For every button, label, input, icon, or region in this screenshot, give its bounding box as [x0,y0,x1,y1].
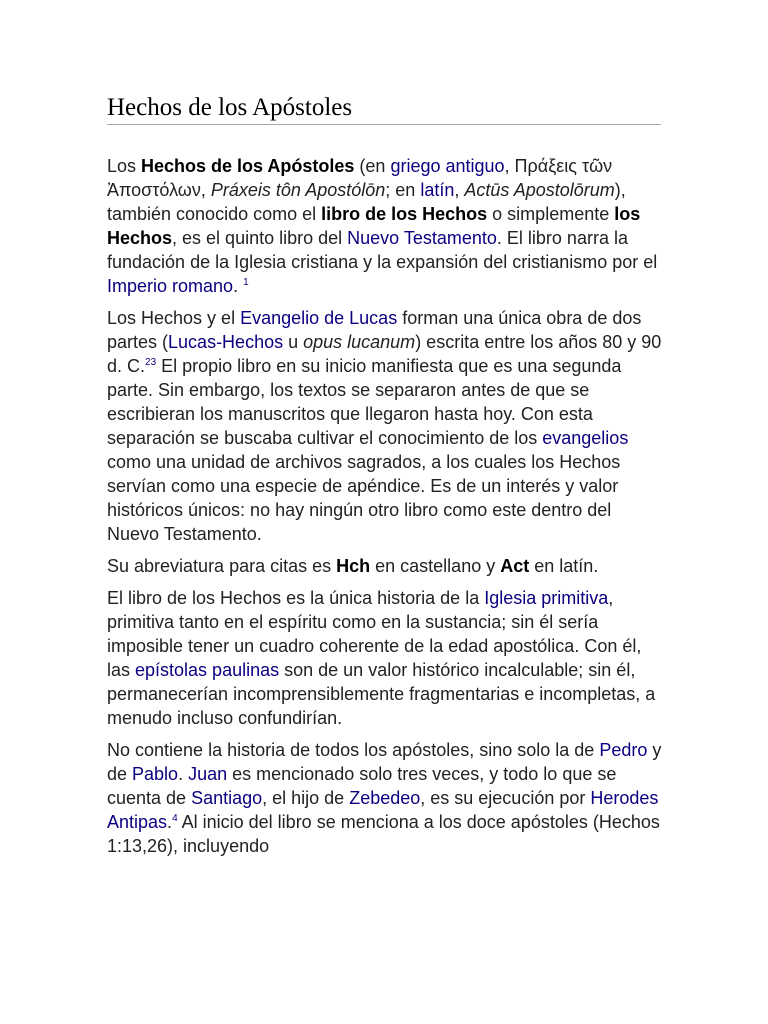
text: o simplemente [487,204,615,224]
text: como una unidad de archivos sagrados, a los cuales los Hechos servían como una especie de apéndice. Es de un interés y valor históricos únicos: no hay ningún otro libro como este dentro del Nuevo Testamento. [107,452,621,544]
italic-term: opus lucanum [303,332,416,352]
text: Al inicio del libro se menciona a los doce apóstoles (Hechos 1:13,26), incluyendo [107,812,660,856]
link-herodes-antipas[interactable]: Herodes Antipas [107,788,659,832]
text: , primitiva tanto en el espíritu como en la sustancia; sin él sería imposible tener un cuadro coherente de la edad apostólica. Con él, las [107,588,642,680]
text: , [454,180,465,200]
bold-term: libro de los Hechos [321,204,488,224]
bold-term: Hch [336,556,371,576]
bold-term: los Hechos [107,204,641,248]
link-evangelio-de-lucas[interactable]: Evangelio de Lucas [240,308,398,328]
text: Los [107,156,142,176]
text: . [233,276,244,296]
paragraph-iglesia [107,586,663,730]
link-griego-antiguo[interactable]: griego antiguo [390,156,505,176]
link-zebedeo[interactable]: Zebedeo [349,788,421,808]
text: , el hijo de [262,788,350,808]
footnote-ref[interactable]: 4 [172,813,178,824]
paragraph-lucas [107,306,663,546]
text: , es el quinto libro del [172,228,348,248]
text: y de [107,740,662,784]
paragraph-abreviatura [107,554,663,578]
text: (en [354,156,391,176]
link-pedro[interactable]: Pedro [599,740,648,760]
text: Su abreviatura para citas es [107,556,337,576]
text: ; en [385,180,421,200]
paragraph-apostoles [107,738,663,858]
footnote-ref[interactable]: 1 [243,277,249,288]
link-evangelios[interactable]: evangelios [542,428,629,448]
text: en castellano y [370,556,501,576]
text: No contiene la historia de todos los apóstoles, sino solo la de [107,740,600,760]
text: en latín. [529,556,599,576]
text: forman una única obra de dos partes ( [107,308,642,352]
link-lucas-hechos[interactable]: Lucas-Hechos [168,332,284,352]
link-nuevo-testamento[interactable]: Nuevo Testamento [347,228,497,248]
text: . [167,812,173,832]
link-juan[interactable]: Juan [188,764,228,784]
text: , Πράξεις τῶν Ἀποστόλων, [107,156,613,200]
footnote-ref[interactable]: 23 [145,357,157,368]
text: ), también conocido como el [107,180,626,224]
text: ) escrita entre los años 80 y 90 d. C. [107,332,662,376]
link-santiago[interactable]: Santiago [191,788,263,808]
text: Los Hechos y el [107,308,241,328]
text: El libro de los Hechos es la única historia de la [107,588,485,608]
text: . El libro narra la fundación de la Iglesia cristiana y la expansión del cristianismo por el [107,228,658,272]
bold-term: Act [500,556,530,576]
article-body [107,154,663,866]
link-iglesia-primitiva[interactable]: Iglesia primitiva [484,588,609,608]
text: . [178,764,189,784]
text: son de un valor histórico incalculable; sin él, permanecerían incomprensiblemente fragmentarias e incompletas, a menudo incluso confundirían. [107,660,656,728]
link-latin[interactable]: latín [420,180,455,200]
link-imperio-romano[interactable]: Imperio romano [107,276,234,296]
link-epistolas-paulinas[interactable]: epístolas paulinas [135,660,280,680]
page-title: Hechos de los Apóstoles [107,94,353,121]
text: es mencionado solo tres veces, y todo lo que se cuenta de [107,764,617,808]
link-pablo[interactable]: Pablo [132,764,179,784]
text: El propio libro en su inicio manifiesta que es una segunda parte. Sin embargo, los textos se separaron antes de que se escribieran los manuscritos que llegaron hasta hoy. Con esta separación se buscaba cultivar el conocimiento de los [107,356,622,448]
text: , es su ejecución por [420,788,591,808]
title-divider [107,124,661,125]
paragraph-intro [107,154,663,298]
bold-term: Hechos de los Apóstoles [141,156,355,176]
italic-term: Práxeis tôn Apostólōn [210,180,386,200]
text: u [283,332,304,352]
italic-term: Actūs Apostolōrum [464,180,615,200]
